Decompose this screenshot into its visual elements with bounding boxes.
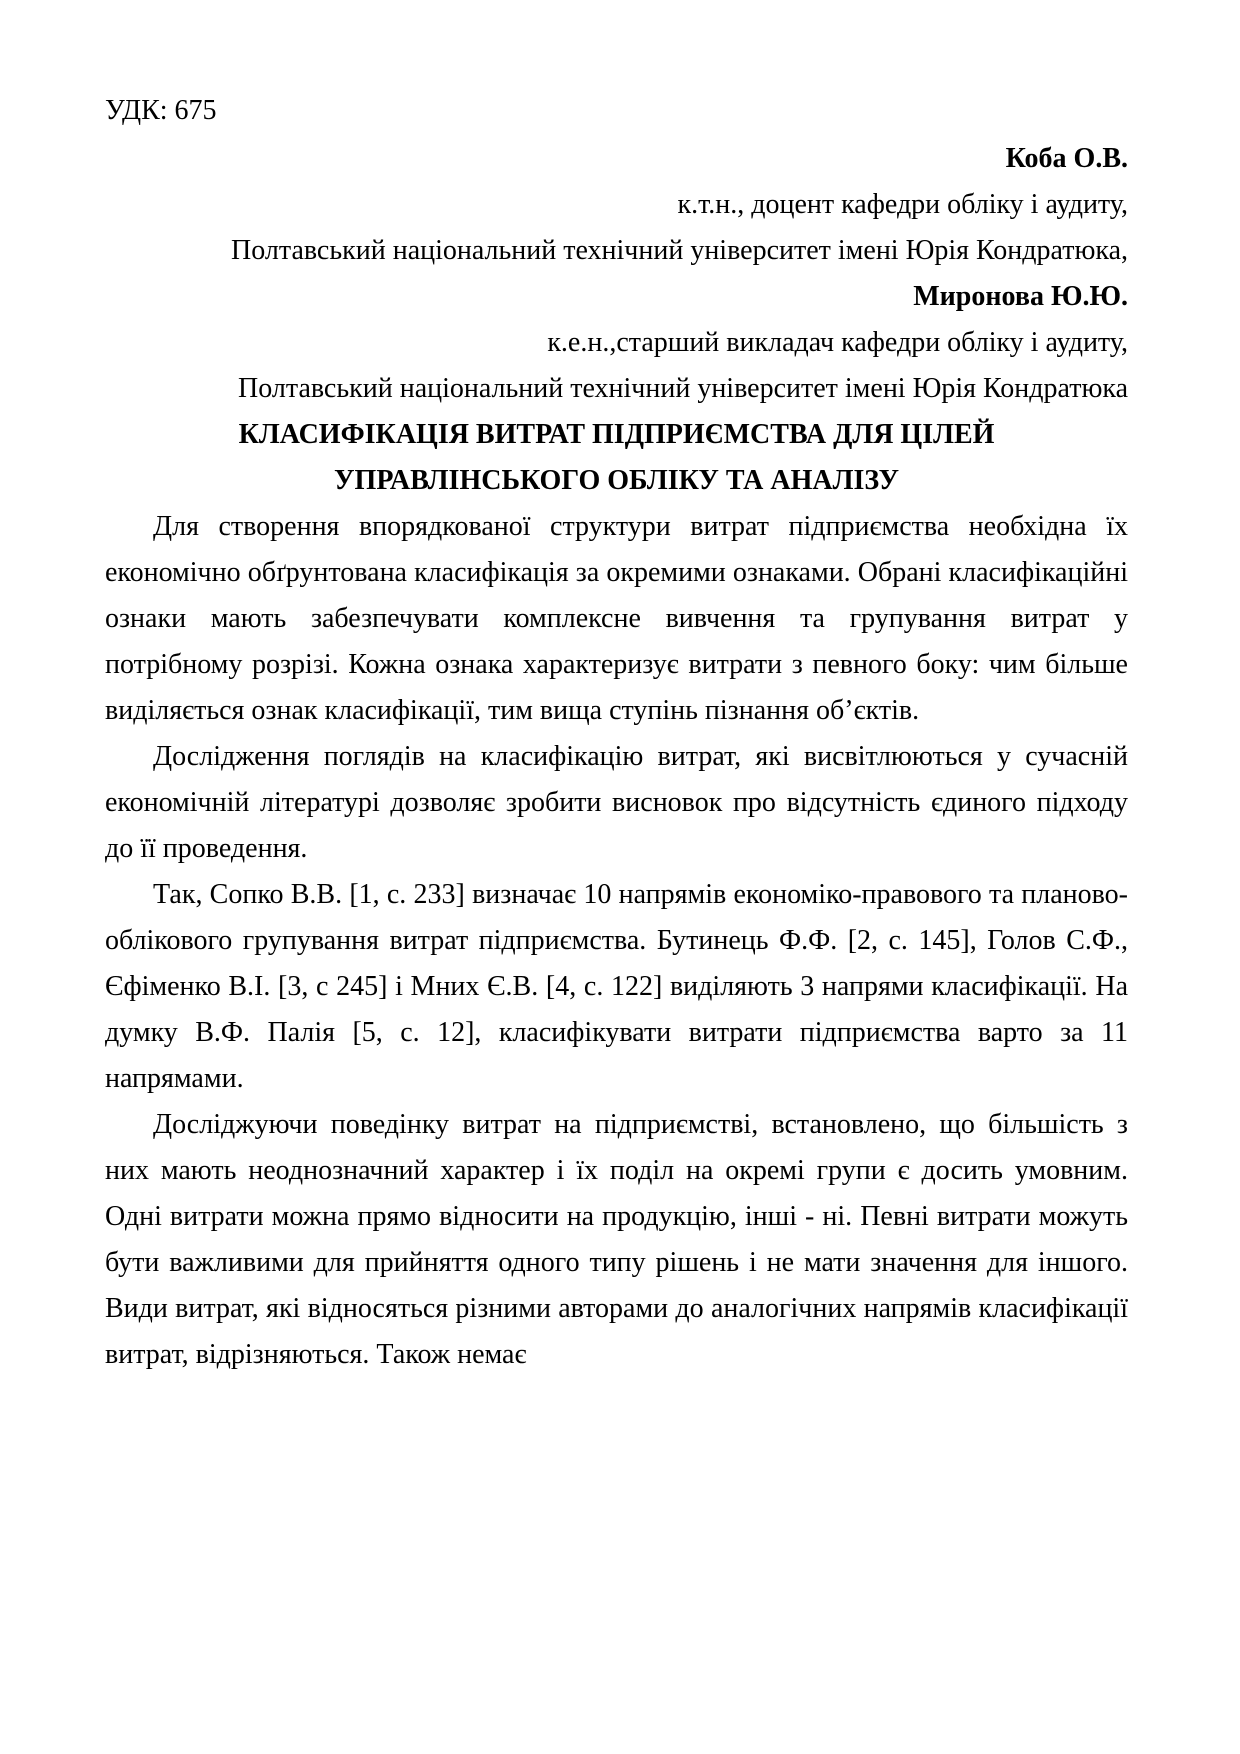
author-name-1: Коба О.В. [1005, 143, 1128, 174]
author-role-1: к.т.н., доцент кафедри обліку і аудиту, [677, 189, 1128, 220]
article-title [105, 412, 1128, 504]
udc-code: УДК: 675 [105, 95, 217, 126]
article-title-line-1: КЛАСИФІКАЦІЯ ВИТРАТ ПІДПРИЄМСТВА ДЛЯ ЦІЛЕЙ [238, 419, 995, 450]
author-name-2: Миронова Ю.Ю. [913, 281, 1128, 312]
paragraph-2: Дослідження поглядів на класифікацію витрат, які висвітлюються у сучасній економічній літературі дозволяє зробити висновок про відсутність єдиного підходу до її проведення. [105, 741, 1128, 864]
paragraph-4: Досліджуючи поведінку витрат на підприємстві, встановлено, що більшість з них мають неоднозначний характер і їх поділ на окремі групи є досить умовним. Одні витрати можна прямо відносити на продукцію, інші - ні. Певні витрати можуть бути важливими для прийняття одного типу рішень і не мати значення для іншого. Види витрат, які відносяться різними авторами до аналогічних напрямів класифікації витрат, відрізняються. Також немає [105, 1109, 1128, 1370]
author-affiliation-2: Полтавський національний технічний університет імені Юрія Кондратюка [238, 373, 1128, 404]
author-affiliation-1: Полтавський національний технічний університет імені Юрія Кондратюка, [231, 235, 1128, 266]
authors-block [105, 136, 1128, 412]
paragraph-3: Так, Сопко В.В. [1, с. 233] визначає 10 напрямів економіко-правового та планово-облікового групування витрат підприємства. Бутинець Ф.Ф. [2, с. 145], Голов С.Ф., Єфіменко В.І. [3, с 245] і Мних Є.В. [4, с. 122] виділяють 3 напрями класифікації. На думку В.Ф. Палія [5, с. 12], класифікувати витрати підприємства варто за 11 напрямами. [105, 879, 1128, 1094]
article-title-line-2: УПРАВЛІНСЬКОГО ОБЛІКУ ТА АНАЛІЗУ [334, 465, 899, 496]
paragraph-1: Для створення впорядкованої структури витрат підприємства необхідна їх економічно обґрунтована класифікація за окремими ознаками. Обрані класифікаційні ознаки мають забезпечувати комплексне вивчення та групування витрат у потрібному розрізі. Кожна ознака характеризує витрати з певного боку: чим більше виділяється ознак класифікації, тим вища ступінь пізнання об’єктів. [105, 511, 1128, 726]
author-role-2: к.е.н.,старший викладач кафедри обліку і аудиту, [547, 327, 1128, 358]
